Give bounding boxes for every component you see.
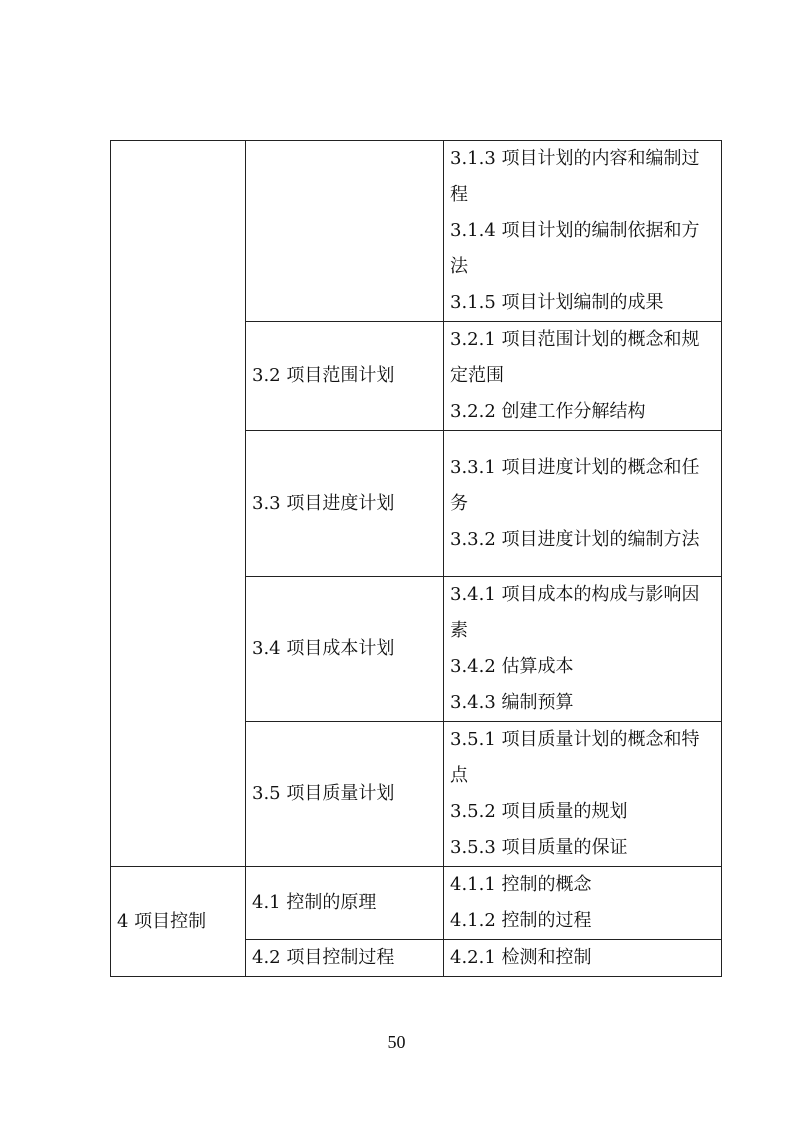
list-item: 4.2.1 检测和控制 bbox=[450, 947, 592, 968]
list-item: 3.1.5 项目计划编制的成果 bbox=[450, 292, 664, 313]
list-item: 3.5.3 项目质量的保证 bbox=[450, 837, 628, 858]
section-cell: 3.2 项目范围计划 bbox=[246, 322, 444, 431]
section-cell bbox=[246, 141, 444, 322]
list-item: 4.1.1 控制的概念 bbox=[450, 874, 592, 895]
list-item: 3.4.2 估算成本 bbox=[450, 656, 574, 677]
list-item: 3.1.3 项目计划的内容和编制过程 bbox=[450, 148, 700, 205]
list-item: 3.3.2 项目进度计划的编制方法 bbox=[450, 528, 700, 550]
items-cell bbox=[444, 867, 722, 940]
list-item: 3.2.1 项目范围计划的概念和规定范围 bbox=[450, 329, 700, 386]
list-item: 3.2.2 创建工作分解结构 bbox=[450, 401, 646, 422]
list-item: 3.1.4 项目计划的编制依据和方法 bbox=[450, 220, 700, 277]
chapter-cell bbox=[111, 141, 246, 867]
section-cell: 3.5 项目质量计划 bbox=[246, 722, 444, 867]
items-cell bbox=[444, 577, 722, 722]
list-item: 3.4.1 项目成本的构成与影响因素 bbox=[450, 584, 700, 641]
list-item: 3.4.3 编制预算 bbox=[450, 692, 574, 713]
items-cell bbox=[444, 141, 722, 322]
table-row bbox=[111, 867, 722, 940]
table-row bbox=[111, 141, 722, 322]
page-number: 50 bbox=[387, 1032, 406, 1052]
list-item: 3.3.1 项目进度计划的概念和任务 bbox=[450, 456, 700, 514]
section-cell: 3.3 项目进度计划 bbox=[246, 431, 444, 577]
items-cell bbox=[444, 431, 722, 577]
course-outline-table bbox=[110, 140, 722, 977]
items-cell bbox=[444, 322, 722, 431]
items-cell bbox=[444, 722, 722, 867]
section-cell: 4.2 项目控制过程 bbox=[246, 940, 444, 977]
list-item: 4.1.2 控制的过程 bbox=[450, 910, 592, 931]
section-cell: 3.4 项目成本计划 bbox=[246, 577, 444, 722]
list-item: 3.5.1 项目质量计划的概念和特点 bbox=[450, 729, 700, 786]
items-cell bbox=[444, 940, 722, 977]
list-item: 3.5.2 项目质量的规划 bbox=[450, 801, 628, 822]
section-cell: 4.1 控制的原理 bbox=[246, 867, 444, 940]
chapter-cell: 4 项目控制 bbox=[111, 867, 246, 977]
